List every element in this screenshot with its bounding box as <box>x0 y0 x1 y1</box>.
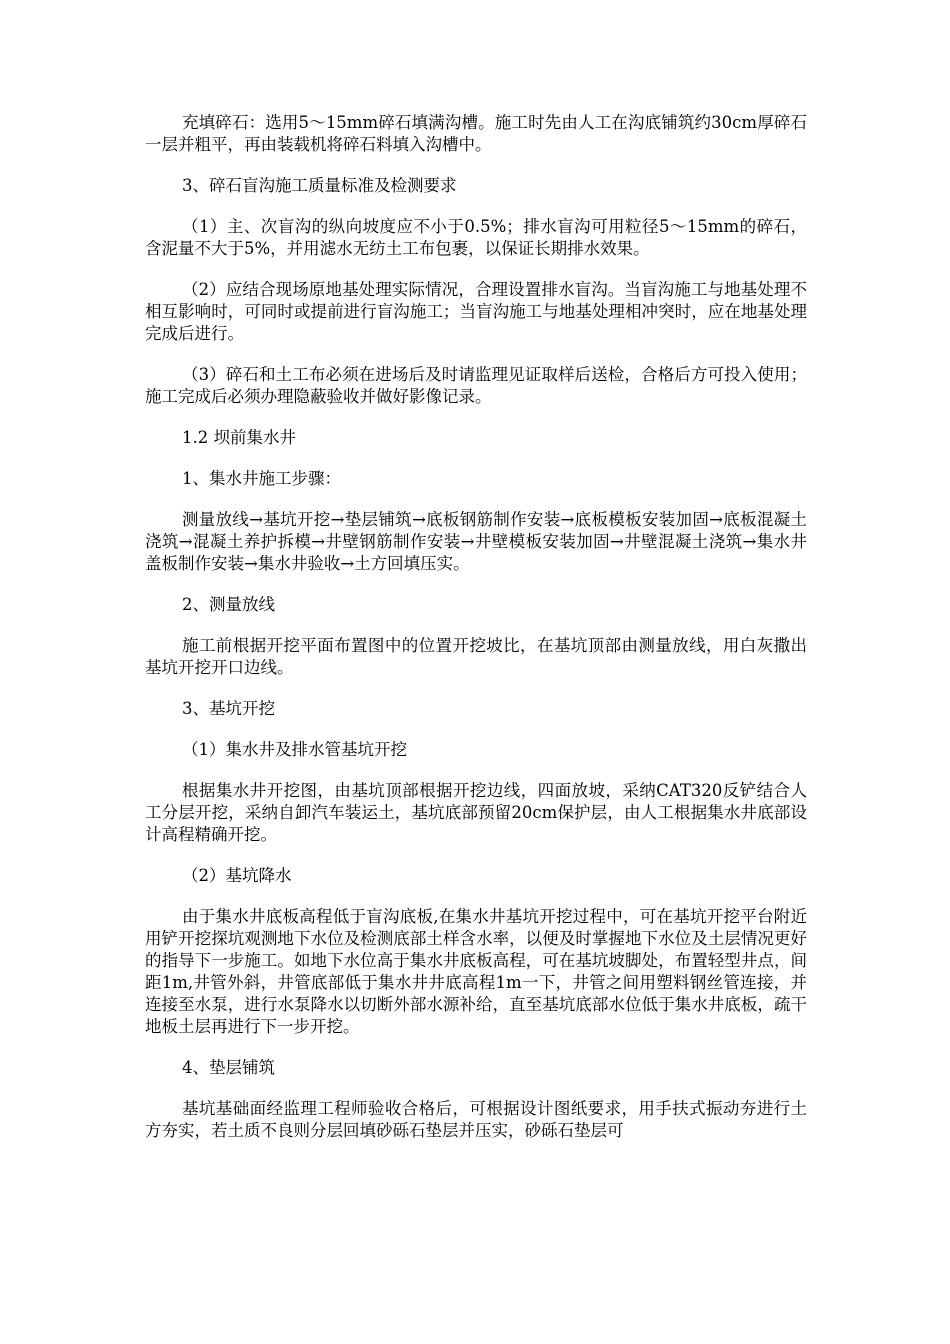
paragraph-quality-3: （3）碎石和土工布必须在进场后及时请监理见证取样后送检，合格后方可投入使用；施工完成后必须办理隐蔽验收并做好影像记录。 <box>145 365 807 406</box>
heading-construction-steps: 1、集水井施工步骤： <box>182 469 341 488</box>
paragraph-survey-layout: 施工前根据开挖平面布置图中的位置开挖坡比，在基坑顶部由测量放线，用白灰撒出基坑开挖开口边线。 <box>145 636 807 677</box>
paragraph-excavation: 根据集水井开挖图，由基坑顶部根据开挖边线，四面放坡，采纳CAT320反铲结合人工分层开挖，采纳自卸汽车装运土，基坑底部预留20cm保护层，由人工根据集水井底部设计高程精确开挖。 <box>145 781 807 844</box>
document-body <box>145 112 807 1161</box>
heading-dewatering: （2）基坑降水 <box>182 866 292 885</box>
heading-quality-standard: 3、碎石盲沟施工质量标准及检测要求 <box>182 176 457 195</box>
paragraph-dewatering: 由于集水井底板高程低于盲沟底板,在集水井基坑开挖过程中，可在基坑开挖平台附近用铲开挖探坑观测地下水位及检测底部土样含水率，以便及时掌握地下水位及土层情况更好的指导下一步施工。如地下水位高于集水井底板高程，可在基坑坡脚处，布置轻型井点，间距1m,井管外斜，井管底部低于集水井井底高程1m一下，井管之间用塑料钢丝管连接，并连接至水泵，进行水泵降水以切断外部水源补给，直至基坑底部水位低于集水井底板，疏干地板土层再进行下一步开挖。 <box>145 907 807 1036</box>
paragraph-fill-gravel: 充填碎石：选用5～15mm碎石填满沟槽。施工时先由人工在沟底铺筑约30cm厚碎石一层并粗平，再由装载机将碎石料填入沟槽中。 <box>145 113 807 154</box>
heading-survey-layout: 2、测量放线 <box>182 595 275 614</box>
paragraph-cushion-layer: 基坑基础面经监理工程师验收合格后，可根据设计图纸要求，用手扶式振动夯进行土方夯实，若土质不良则分层回填砂砾石垫层并压实，砂砾石垫层可 <box>145 1099 807 1140</box>
heading-excavation-sub-1: （1）集水井及排水管基坑开挖 <box>182 740 407 759</box>
heading-section-1-2: 1.2 坝前集水井 <box>182 428 296 447</box>
paragraph-quality-2: （2）应结合现场原地基处理实际情况，合理设置排水盲沟。当盲沟施工与地基处理不相互影响时，可同时或提前进行盲沟施工；当盲沟施工与地基处理相冲突时，应在地基处理完成后进行。 <box>145 280 807 343</box>
heading-cushion-layer: 4、垫层铺筑 <box>182 1058 275 1077</box>
paragraph-quality-1: （1）主、次盲沟的纵向坡度应不小于0.5%；排水盲沟可用粒径5～15mm的碎石，含泥量不大于5%，并用滤水无纺土工布包裹，以保证长期排水效果。 <box>145 217 807 258</box>
paragraph-construction-steps: 测量放线→基坑开挖→垫层铺筑→底板钢筋制作安装→底板模板安装加固→底板混凝土浇筑→混凝土养护拆模→井壁钢筋制作安装→井壁模板安装加固→井壁混凝土浇筑→集水井盖板制作安装→集水井验收→土方回填压实。 <box>145 510 807 573</box>
heading-pit-excavation: 3、基坑开挖 <box>182 699 275 718</box>
